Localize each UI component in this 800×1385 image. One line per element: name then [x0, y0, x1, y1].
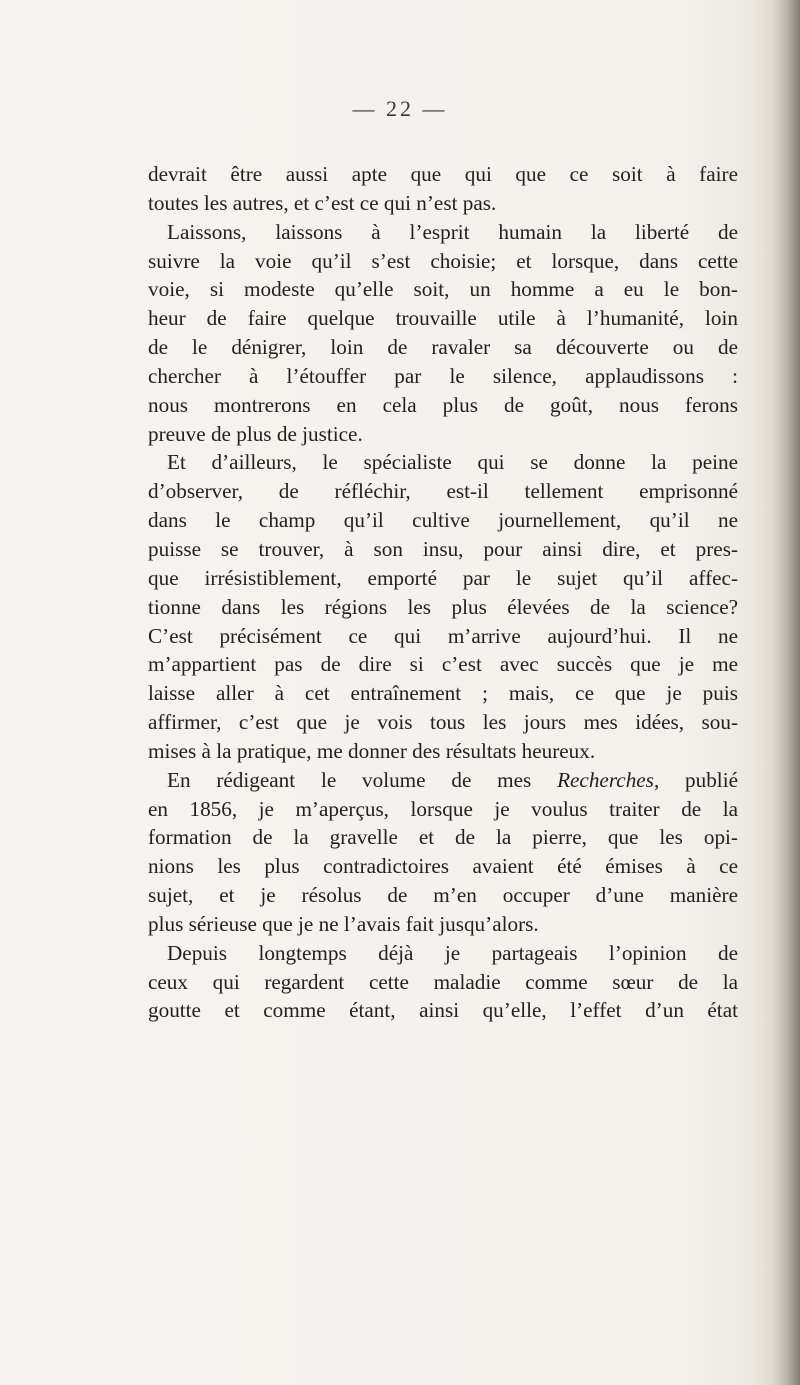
text-line: chercher à l’étouffer par le silence, applaudissons : — [148, 363, 738, 388]
text-line: affirmer, c’est que je vois tous les jours mes idées, sou- — [148, 710, 738, 735]
text-line: Laissons, laissons à l’esprit humain la liberté de — [167, 219, 738, 244]
text-line: sujet, et je résolus de m’en occuper d’une manière — [148, 883, 738, 908]
line-text: , publié — [653, 767, 738, 792]
text-line: goutte et comme étant, ainsi qu’elle, l’effet d’un état — [148, 998, 738, 1023]
text-line: nous montrerons en cela plus de goût, nous ferons — [148, 392, 738, 417]
text-line: devrait être aussi apte que qui que ce soit à faire — [148, 162, 738, 186]
text-line: heur de faire quelque trouvaille utile à l’humanité, loin — [148, 306, 738, 331]
text-line: C’est précisément ce qui m’arrive aujourd’hui. Il ne — [148, 623, 738, 648]
body-text — [148, 160, 738, 1025]
text-line: puisse se trouver, à son insu, pour ainsi dire, et pres- — [148, 536, 738, 561]
text-line: voie, si modeste qu’elle soit, un homme a eu le bon- — [148, 277, 738, 302]
page-number: — 22 — — [352, 96, 448, 121]
text-line: Et d’ailleurs, le spécialiste qui se donne la peine — [167, 450, 738, 475]
text-line: dans le champ qu’il cultive journellement, qu’il ne — [148, 508, 738, 533]
text-line: d’observer, de réfléchir, est-il tellement emprisonné — [148, 479, 738, 504]
text-line: nions les plus contradictoires avaient été émises à ce — [148, 854, 738, 879]
page-edge-shadow — [772, 0, 800, 1385]
text-line: de le dénigrer, loin de ravaler sa découverte ou de — [148, 335, 738, 360]
text-line: laisse aller à cet entraînement ; mais, ce que je puis — [148, 681, 738, 706]
text-line: plus sérieuse que je ne l’avais fait jusqu’alors. — [148, 911, 539, 936]
text-line: preuve de plus de justice. — [148, 421, 363, 446]
line-text: En rédigeant le volume de mes — [167, 767, 532, 792]
text-line-with-italic — [148, 766, 738, 795]
text-line: toutes les autres, et c’est ce qui n’est pas. — [148, 190, 497, 215]
text-line: mises à la pratique, me donner des résultats heureux. — [148, 738, 596, 763]
text-line: ceux qui regardent cette maladie comme sœur de la — [148, 969, 738, 994]
text-line: Depuis longtemps déjà je partageais l’opinion de — [167, 940, 738, 965]
text-line: que irrésistiblement, emporté par le sujet qu’il affec- — [148, 565, 738, 590]
text-line: en 1856, je m’aperçus, lorsque je voulus traiter de la — [148, 796, 738, 821]
text-line: suivre la voie qu’il s’est choisie; et lorsque, dans cette — [148, 248, 738, 273]
text-line: tionne dans les régions les plus élevées de la science? — [148, 594, 738, 619]
italic-title: Recherches — [557, 767, 654, 792]
text-line: formation de la gravelle et de la pierre, que les opi- — [148, 825, 738, 850]
text-line: m’appartient pas de dire si c’est avec succès que je me — [148, 652, 738, 677]
